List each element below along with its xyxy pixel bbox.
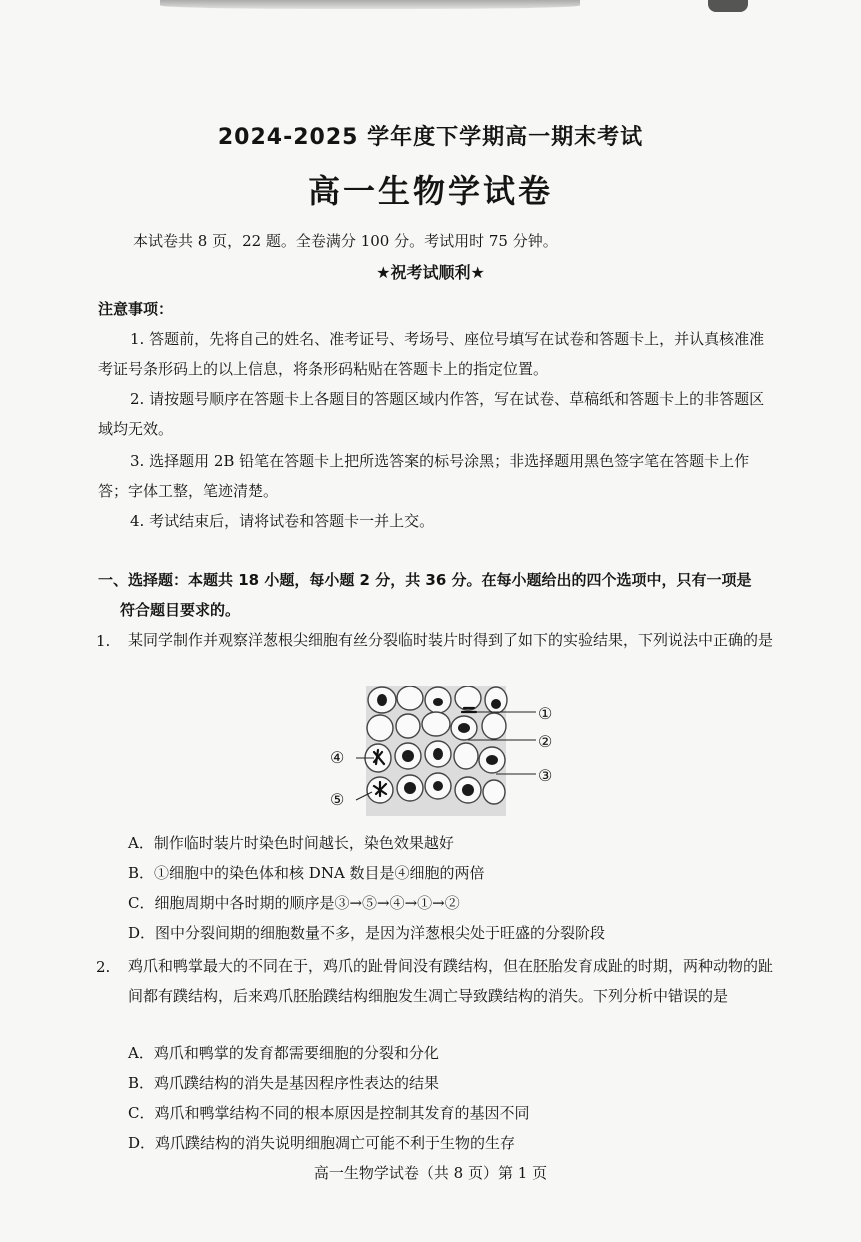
exam-subtitle: 2024-2025 学年度下学期高一期末考试 <box>217 125 644 150</box>
notice-item: 3. 选择题用 2B 铅笔在答题卡上把所选答案的标号涂黑；非选择题用黑色签字笔在答题卡上作答；字体工整，笔迹清楚。 <box>98 452 750 500</box>
option: B．①细胞中的染色体和核 DNA 数目是④细胞的两倍 <box>128 864 485 882</box>
page-footer: 高一生物学试卷（共 8 页）第 1 页 <box>313 1164 548 1182</box>
cell-field <box>365 686 507 816</box>
figure-label-4: ④ <box>330 748 345 767</box>
figure-label-5: ⑤ <box>330 790 345 809</box>
question-number: 1. <box>96 632 111 650</box>
option: D．图中分裂间期的细胞数量不多，是因为洋葱根尖处于旺盛的分裂阶段 <box>128 924 606 942</box>
exam-title: 高一生物学试卷 <box>307 172 553 210</box>
option: A．制作临时装片时染色时间越长，染色效果越好 <box>128 834 454 852</box>
question-number: 2. <box>96 958 111 976</box>
notice-item: 2. 请按题号顺序在答题卡上各题目的答题区域内作答，写在试卷、草稿纸和答题卡上的非答题区域均无效。 <box>98 390 765 438</box>
notice-item: 4. 考试结束后，请将试卷和答题卡一并上交。 <box>130 512 435 530</box>
option: B．鸡爪蹼结构的消失是基因程序性表达的结果 <box>128 1074 440 1092</box>
figure-label-3: ③ <box>538 766 553 785</box>
figure-label-2: ② <box>538 732 553 751</box>
option: C．鸡爪和鸭掌结构不同的根本原因是控制其发育的基因不同 <box>128 1104 530 1122</box>
notice-item: 1. 答题前，先将自己的姓名、准考证号、考场号、座位号填写在试卷和答题卡上，并认真核准准考证号条形码上的以上信息，将条形码粘贴在答题卡上的指定位置。 <box>98 330 765 378</box>
question-stem: 某同学制作并观察洋葱根尖细胞有丝分裂临时装片时得到了如下的实验结果，下列说法中正确的是 <box>128 631 774 649</box>
question-stem: 鸡爪和鸭掌最大的不同在于，鸡爪的趾骨间没有蹼结构，但在胚胎发育成趾的时期，两种动物的趾间都有蹼结构，后来鸡爪胚胎蹼结构细胞发生凋亡导致蹼结构的消失。下列分析中错误的是 <box>128 957 774 1005</box>
option: D．鸡爪蹼结构的消失说明细胞凋亡可能不利于生物的生存 <box>128 1134 516 1152</box>
section-line: 符合题目要求的。 <box>120 601 241 619</box>
exam-info: 本试卷共 8 页，22 题。全卷满分 100 分。考试用时 75 分钟。 <box>133 232 558 250</box>
scan-clip-mark <box>708 0 748 12</box>
scan-shadow-top <box>160 0 580 9</box>
option: C．细胞周期中各时期的顺序是③→⑤→④→①→② <box>128 894 460 912</box>
exam-wish: ★祝考试顺利★ <box>376 263 485 282</box>
figure-label-1: ① <box>538 704 553 723</box>
section-line: 一、选择题：本题共 18 小题，每小题 2 分，共 36 分。在每小题给出的四个选项中，只有一项是 <box>98 571 752 589</box>
notice-heading: 注意事项： <box>98 300 174 318</box>
option: A．鸡爪和鸭掌的发育都需要细胞的分裂和分化 <box>128 1044 439 1062</box>
section-heading <box>98 565 788 625</box>
